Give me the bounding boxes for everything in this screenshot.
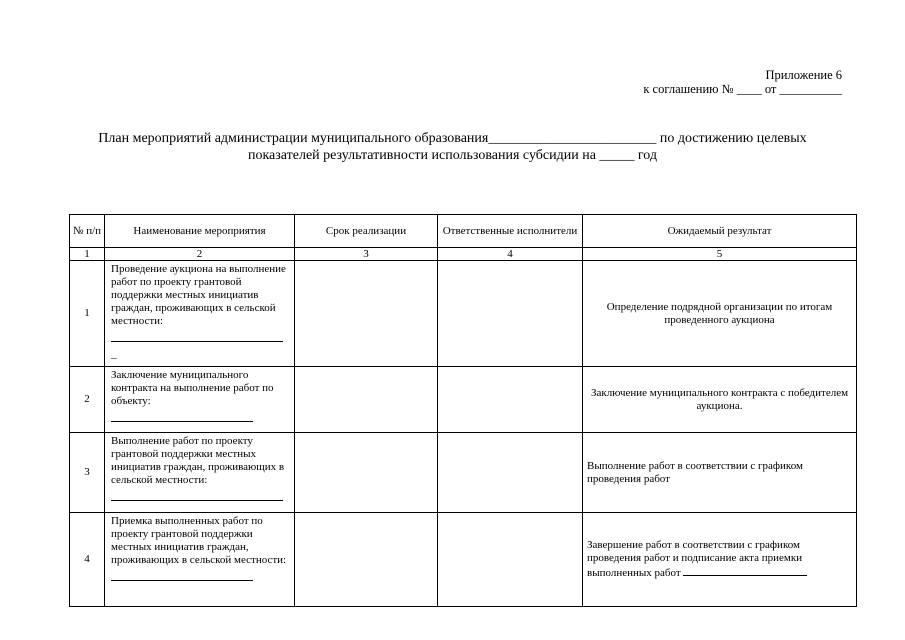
- result-cell: Определение подрядной организации по итогам проведенного аукциона: [583, 261, 857, 367]
- title-line-2: показателей результативности использования субсидии на _____ год: [247, 148, 658, 163]
- column-number-row: [70, 248, 857, 261]
- deadline-cell: [295, 433, 438, 513]
- deadline-cell: [295, 513, 438, 607]
- header-activity: Наименование мероприятия: [105, 215, 295, 248]
- header-result: Ожидаемый результат: [583, 215, 857, 248]
- column-number: 4: [438, 248, 583, 261]
- activities-table: [69, 214, 857, 607]
- activity-cell: [105, 261, 295, 367]
- result-cell: Выполнение работ в соответствии с графиком проведения работ: [583, 433, 857, 513]
- appendix-title: Приложение 6: [765, 68, 842, 82]
- activity-text: Заключение муниципального контракта на выполнение работ по объекту:: [111, 369, 274, 407]
- activity-text: Приемка выполненных работ по проекту грантовой поддержки местных инициатив граждан, проживающих в сельской местности:: [111, 515, 287, 566]
- column-number: 5: [583, 248, 857, 261]
- fill-in-line: [111, 411, 253, 422]
- column-number: 3: [295, 248, 438, 261]
- table-row: [70, 513, 857, 607]
- column-number: 1: [70, 248, 105, 261]
- activity-extra: _: [111, 348, 117, 360]
- agreement-reference: к соглашению № ____ от __________: [643, 82, 842, 96]
- responsible-cell: [438, 513, 583, 607]
- header-number: № п/п: [70, 215, 105, 248]
- table-row: [70, 367, 857, 433]
- page-title: [60, 130, 845, 164]
- responsible-cell: [438, 261, 583, 367]
- activity-cell: [105, 433, 295, 513]
- row-number: 2: [70, 367, 105, 433]
- deadline-cell: [295, 261, 438, 367]
- row-number: 4: [70, 513, 105, 607]
- result-cell: Заключение муниципального контракта с победителем аукциона.: [583, 367, 857, 433]
- row-number: 1: [70, 261, 105, 367]
- activity-cell: [105, 513, 295, 607]
- fill-in-line: [683, 565, 807, 576]
- header-deadline: Срок реализации: [295, 215, 438, 248]
- fill-in-line: [111, 331, 283, 342]
- title-line-1: План мероприятий администрации муниципального образования________________________ по достижению целевых: [98, 131, 807, 146]
- appendix-block: [643, 68, 842, 96]
- column-number: 2: [105, 248, 295, 261]
- responsible-cell: [438, 367, 583, 433]
- activity-text: Выполнение работ по проекту грантовой поддержки местных инициатив граждан, проживающих в сельской местности:: [111, 435, 285, 486]
- table-row: [70, 261, 857, 367]
- table-row: [70, 433, 857, 513]
- fill-in-line: [111, 570, 253, 581]
- result-text: Завершение работ в соответствии с графиком проведения работ и подписание акта приемки выполненных работ: [587, 539, 803, 579]
- fill-in-line: [111, 490, 283, 501]
- activity-cell: [105, 367, 295, 433]
- table-header-row: [70, 215, 857, 248]
- header-responsible: Ответственные исполнители: [438, 215, 583, 248]
- deadline-cell: [295, 367, 438, 433]
- activity-text: Проведение аукциона на выполнение работ по проекту грантовой поддержки местных инициатив граждан, проживающих в сельской местности:: [111, 263, 286, 327]
- result-cell: [583, 513, 857, 607]
- row-number: 3: [70, 433, 105, 513]
- responsible-cell: [438, 433, 583, 513]
